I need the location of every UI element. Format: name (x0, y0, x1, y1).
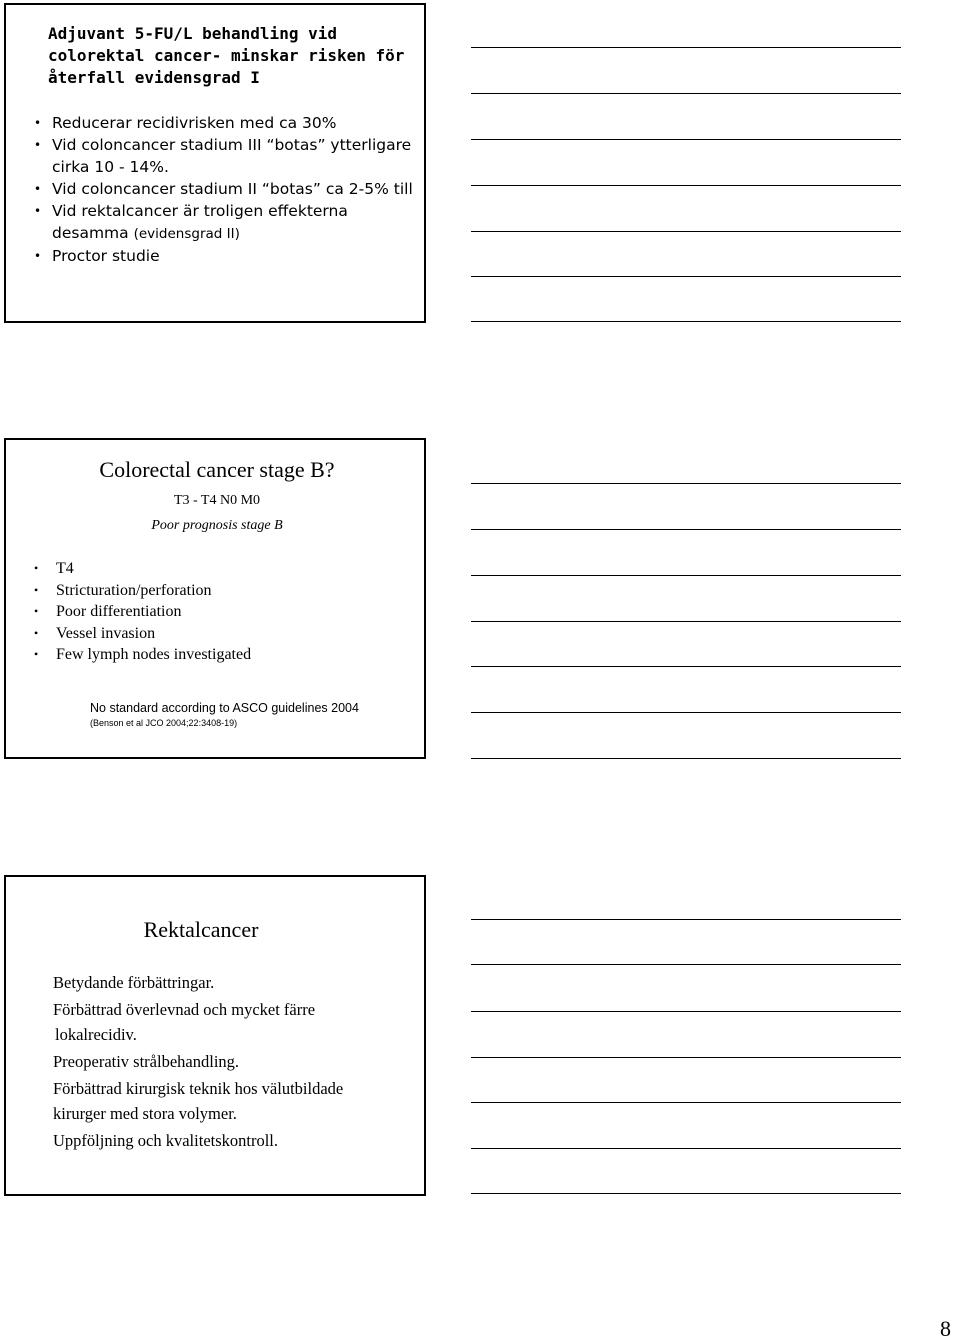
list-item: Förbättrad kirurgisk teknik hos välutbildade (53, 1079, 344, 1098)
note-line (471, 666, 901, 667)
slide-2-title: Colorectal cancer stage B? (99, 457, 335, 482)
reference-citation: (Benson et al JCO 2004;22:3408-19) (90, 718, 238, 728)
list-item-text: Few lymph nodes investigated (56, 646, 252, 663)
note-line (471, 93, 901, 94)
note-line (471, 758, 901, 759)
list-item (34, 601, 414, 623)
list-item-text: Vid coloncancer stadium III “botas” ytterligare cirka 10 - 14%. (52, 136, 412, 176)
slide-2-subtitle-italic: Poor prognosis stage B (151, 518, 283, 533)
list-item (34, 580, 414, 602)
bullet-icon: • (34, 116, 42, 130)
note-line (471, 139, 901, 140)
slide-1-bullet-list (34, 112, 414, 267)
asco-note: No standard according to ASCO guidelines 2004 (90, 701, 359, 715)
bullet-icon: • (34, 204, 42, 218)
evidence-grade-note: (evidensgrad II) (133, 226, 240, 242)
note-line (471, 1193, 901, 1194)
list-item (34, 200, 414, 245)
slide-2-bullet-list (34, 558, 414, 666)
slide-3-text-list (53, 970, 423, 1155)
list-item-text: Proctor studie (52, 247, 160, 265)
list-item (34, 112, 414, 134)
note-line (471, 1011, 901, 1012)
note-line (471, 1057, 901, 1058)
list-item (34, 178, 414, 200)
bullet-icon: • (34, 582, 39, 597)
slide-2-footnote (90, 700, 420, 730)
note-line (471, 276, 901, 277)
list-item: Förbättrad överlevnad och mycket färre (53, 1000, 316, 1019)
list-item-text: Vessel invasion (56, 624, 156, 642)
note-line (471, 1102, 901, 1103)
list-item-continuation: kirurger med stora volymer. (53, 1104, 237, 1123)
bullet-icon: • (34, 647, 39, 661)
note-line (471, 321, 901, 322)
list-item-text: T4 (56, 560, 74, 577)
bullet-icon: • (34, 138, 42, 152)
note-line (471, 1148, 901, 1149)
note-line (471, 575, 901, 576)
note-line (471, 47, 901, 48)
note-line (471, 621, 901, 622)
slide-1-title: Adjuvant 5-FU/L behandling vid colorektal cancer- minskar risken för återfall evidensgrad I (48, 24, 405, 87)
page-number: 8 (940, 1316, 951, 1341)
bullet-icon: • (34, 561, 39, 575)
slide-1 (4, 3, 426, 323)
list-item (34, 245, 414, 267)
list-item-text: Vid coloncancer stadium II “botas” ca 2-5% till (52, 180, 413, 198)
list-item-continuation: lokalrecidiv. (55, 1025, 137, 1044)
note-line (471, 964, 901, 965)
note-line (471, 529, 901, 530)
note-line (471, 231, 901, 232)
bullet-icon: • (34, 625, 39, 640)
slide-3 (4, 875, 426, 1196)
bullet-icon: • (34, 249, 42, 263)
list-item (34, 558, 414, 580)
bullet-icon: • (34, 182, 42, 196)
slide-2-subtitle: T3 - T4 N0 M0 (173, 493, 261, 508)
list-item (34, 623, 414, 645)
list-item (34, 134, 414, 178)
slide-3-title: Rektalcancer (143, 917, 259, 942)
list-item: Uppföljning och kvalitetskontroll. (53, 1131, 279, 1150)
list-item-text: Vid rektalcancer är troligen effekterna desamma (52, 202, 348, 242)
list-item: Betydande förbättringar. (53, 973, 215, 992)
bullet-icon: • (34, 604, 39, 618)
slide-2 (4, 438, 426, 759)
note-line (471, 483, 901, 484)
note-line (471, 712, 901, 713)
list-item-text: Stricturation/perforation (56, 581, 212, 599)
list-item-text: Poor differentiation (56, 603, 182, 620)
note-line (471, 185, 901, 186)
list-item (34, 644, 414, 666)
list-item-text: Reducerar recidivrisken med ca 30% (52, 114, 337, 132)
list-item: Preoperativ strålbehandling. (53, 1052, 240, 1071)
note-line (471, 919, 901, 920)
